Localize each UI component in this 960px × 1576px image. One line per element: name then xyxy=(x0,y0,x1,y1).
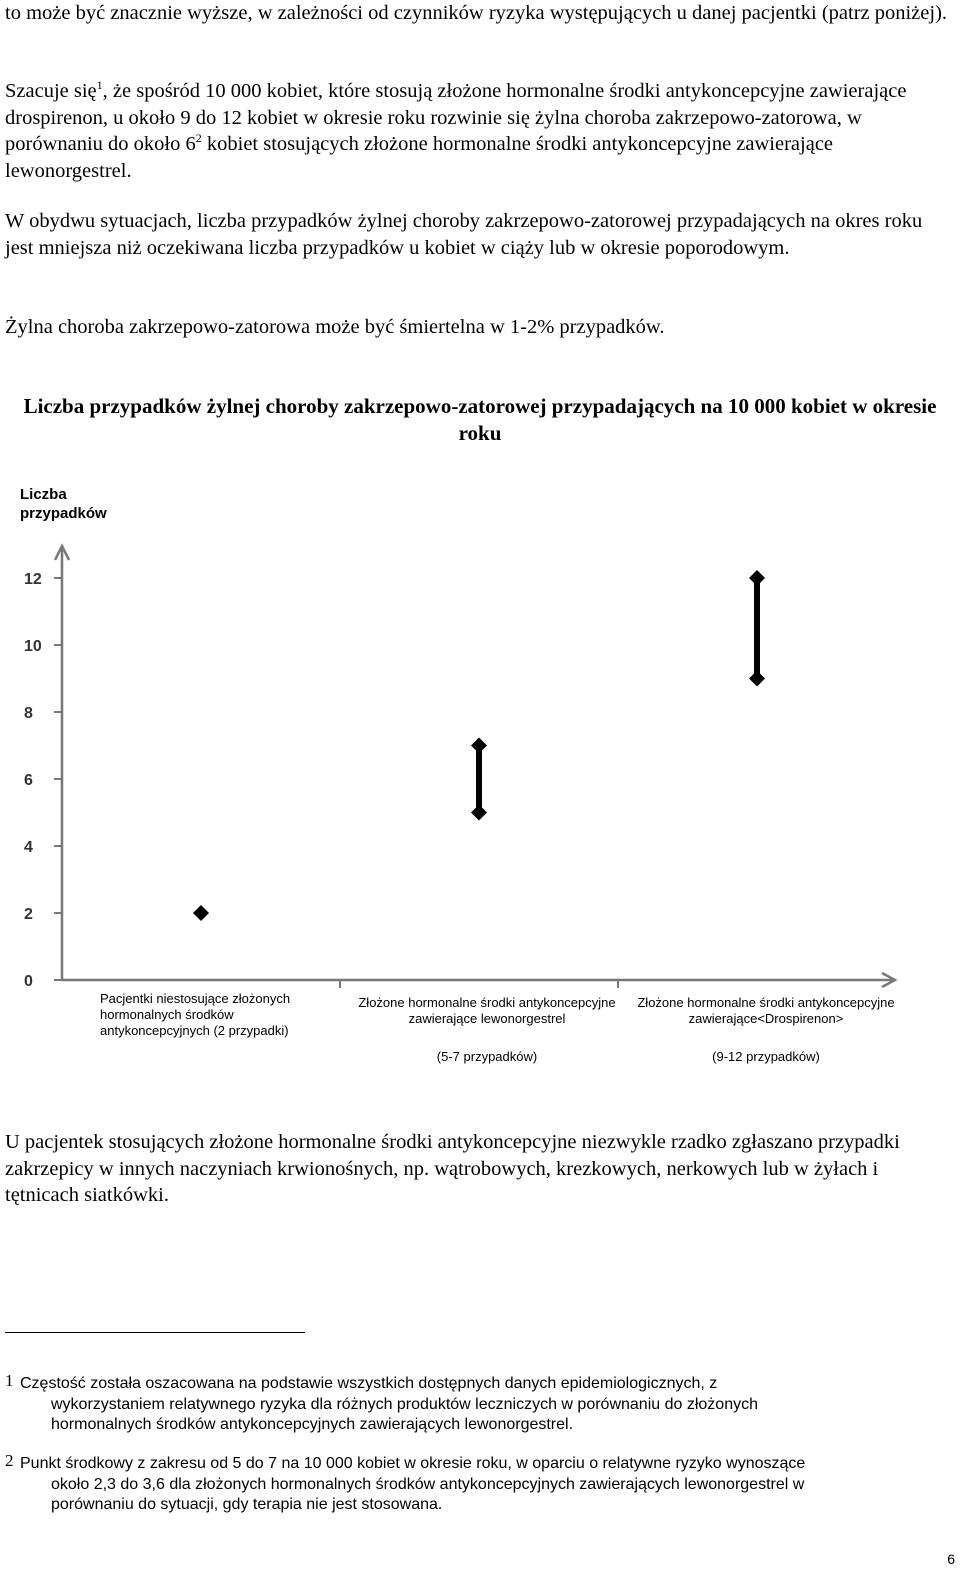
cases-chart xyxy=(0,470,960,1005)
range-low-marker xyxy=(471,805,487,821)
point-marker xyxy=(193,905,209,921)
y-axis-label-line2: przypadków xyxy=(20,505,107,522)
risk-estimate-text-c: kobiet stosujących złożone hormonalne środki antykoncepcyjne zawierające lewonorgestrel. xyxy=(5,133,834,182)
intro-continuation-paragraph: to może być znacznie wyższe, w zależności od czynników ryzyka występujących u danej pacjentki (patrz poniżej). xyxy=(5,2,948,24)
y-axis-label-line1: Liczba xyxy=(20,486,67,503)
footnote-2-line-3: porównaniu do sytuacji, gdy terapia nie jest stosowana. xyxy=(51,1496,443,1513)
comparison-paragraph: W obydwu sytuacjach, liczba przypadków żylnej choroby zakrzepowo-zatorowej przypadających na okres roku jest mniejsza niż oczekiwana liczba przypadków u kobiet w ciąży lub w okresie poporodowym. xyxy=(5,210,923,259)
y-tick-label: 0 xyxy=(24,973,33,990)
footnote-separator xyxy=(5,1332,305,1333)
footnote-2-mark: 2 xyxy=(5,1451,14,1470)
risk-estimate-text-a: Szacuje się xyxy=(5,80,97,102)
category-label-drospirenone: Złożone hormonalne środki antykoncepcyjne zawierające<Drospirenon> xyxy=(637,995,895,1026)
x-axis xyxy=(62,973,895,988)
page-number: 6 xyxy=(947,1551,955,1567)
risk-estimate-text-b: , że spośród 10 000 kobiet, które stosują złożone hormonalne środki antykoncepcyjne zawierające drospirenon, u około 9 do 12 kobiet w okresie roku rozwinie się żylna choroba zakrzepowo-zatorowa, w porównaniu do około 6 xyxy=(5,80,907,155)
y-axis xyxy=(24,546,69,990)
footnote-1 xyxy=(5,1371,950,1436)
range-low-marker xyxy=(749,671,765,687)
category-label-levonorgestrel: Złożone hormonalne środki antykoncepcyjne zawierające lewonorgestrel xyxy=(358,995,616,1026)
footnote-1-line-3: hormonalnych środków antykoncepcyjnych zawierających lewonorgestrel. xyxy=(51,1416,574,1433)
category-label-non-users: Pacjentki niestosujące złożonych hormonalnych środków antykoncepcyjnych (2 przypadki) xyxy=(100,991,291,1038)
y-tick-label: 12 xyxy=(24,571,42,588)
y-tick-label: 2 xyxy=(24,906,33,923)
footnote-1-mark: 1 xyxy=(5,1371,14,1390)
category-count-levonorgestrel: (5-7 przypadków) xyxy=(436,1049,538,1064)
figure-title: Liczba przypadków żylnej choroby zakrzepowo-zatorowej przypadających na 10 000 kobiet w okresie roku xyxy=(23,394,937,445)
footnote-ref-2: 2 xyxy=(195,131,202,146)
y-tick-label: 6 xyxy=(24,772,33,789)
footnote-1-line-2: wykorzystaniem relatywnego ryzyka dla różnych produktów leczniczych w porównaniu do złożonych xyxy=(51,1395,758,1413)
y-tick-label: 4 xyxy=(24,839,33,856)
range-high-marker xyxy=(471,738,487,754)
risk-estimate-paragraph xyxy=(5,78,955,184)
category-count-drospirenone: (9-12 przypadków) xyxy=(712,1049,820,1064)
mortality-paragraph: Żylna choroba zakrzepowo-zatorowa może być śmiertelna w 1-2% przypadków. xyxy=(5,316,665,338)
footnote-2-line-2: około 2,3 do 3,6 dla złożonych hormonalnych środków antykoncepcyjnych zawierających lewonorgestrel w xyxy=(51,1475,805,1493)
chart-marks xyxy=(193,570,765,921)
other-thrombosis-paragraph: U pacjentek stosujących złożone hormonalne środki antykoncepcyjne niezwykle rzadko zgłaszano przypadki zakrzepicy w innych naczyniach krwionośnych, np. wątrobowych, krezkowych, nerkowych lub w żyłach i tętnicach siatkówki. xyxy=(5,1131,900,1206)
footnote-2-line-1: Punkt środkowy z zakresu od 5 do 7 na 10 000 kobiet w okresie roku, w oparciu o relatywne ryzyko wynoszące xyxy=(20,1455,806,1472)
footnote-1-line-1: Częstość została oszacowana na podstawie wszystkich dostępnych danych epidemiologicznych, z xyxy=(20,1375,718,1392)
y-tick-label: 8 xyxy=(24,705,33,722)
footnote-ref-1: 1 xyxy=(96,78,103,93)
y-tick-label: 10 xyxy=(24,638,42,655)
range-high-marker xyxy=(749,570,765,586)
footnote-2 xyxy=(5,1451,950,1516)
